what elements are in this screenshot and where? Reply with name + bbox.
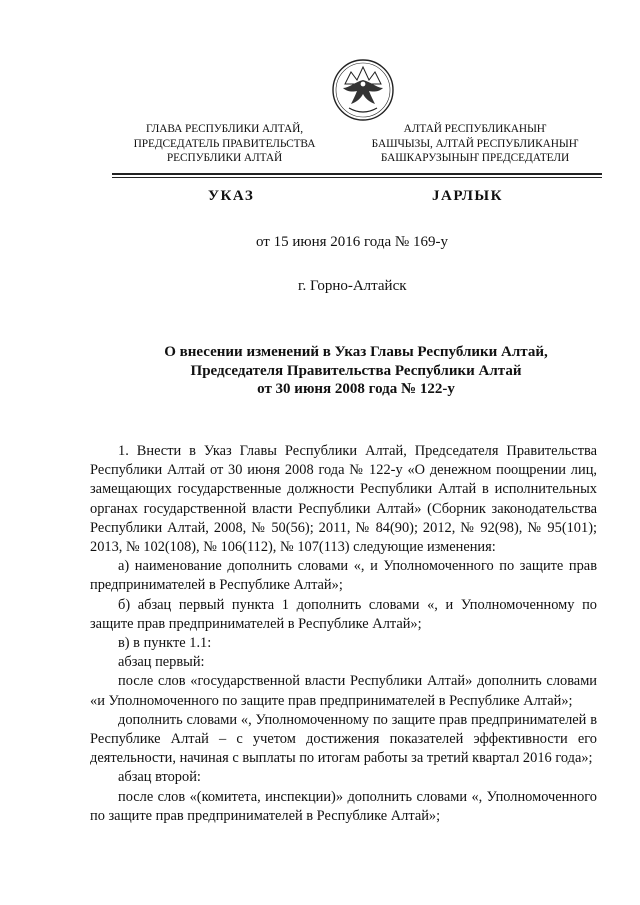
document-type-russian: УКАЗ <box>208 188 255 204</box>
header-divider-thin <box>112 177 602 178</box>
body-paragraph: после слов «государственной власти Республики Алтай» дополнить словами «и Уполномоченного по защите прав предпринимателей в Республике Алтай»; <box>90 673 597 709</box>
body-paragraph: после слов «(комитета, инспекции)» дополнить словами «, Уполномоченного по защите прав предпринимателей в Республике Алтай»; <box>90 788 597 824</box>
body-paragraph: абзац первый: <box>118 654 205 671</box>
body-paragraph: а) наименование дополнить словами «, и Уполномоченного по защите прав предпринимателей в Республике Алтай»; <box>90 558 597 594</box>
issuer-header-line: ГЛАВА РЕСПУБЛИКИ АЛТАЙ, <box>145 123 304 135</box>
issuer-header-russian <box>112 122 337 166</box>
decree-body <box>90 442 597 826</box>
issuer-header-line: БАШКАРУЗЫНЫҤ ПРЕДСЕДАТЕЛИ <box>380 152 570 164</box>
decree-date-number: от 15 июня 2016 года № 169-у <box>256 234 448 250</box>
subject-line: Председателя Правительства Республики Алтай <box>190 362 522 379</box>
issuer-header-line: БАШЧЫЗЫ, АЛТАЙ РЕСПУБЛИКАНЫҤ <box>371 137 579 150</box>
body-paragraph: в) в пункте 1.1: <box>118 635 212 652</box>
issuer-header-line: ПРЕДСЕДАТЕЛЬ ПРАВИТЕЛЬСТВА <box>133 137 316 150</box>
subject-line: О внесении изменений в Указ Главы Республики Алтай, <box>164 344 548 360</box>
document-type-altai: ЈАРЛЫК <box>432 188 504 204</box>
decree-subject <box>108 343 604 399</box>
body-paragraph: 1. Внести в Указ Главы Республики Алтай, Председателя Правительства Республики Алтай от 30 июня 2008 года № 122-у «О денежном поощрении лиц, замещающих государственные должности Республики Алтай в исполнительных органах государственной власти Республики Алтай» (Сборник законодательства Республики Алтай, 2008, № 50(56); 2011, № 84(90); 2012, № 92(98), № 95(101); 2013, № 102(108), № 106(112), № 107(113) следующие изменения: <box>90 443 597 556</box>
header-divider-thick <box>112 173 602 175</box>
issuer-header-line: РЕСПУБЛИКИ АЛТАЙ <box>166 152 283 164</box>
decree-city: г. Горно-Алтайск <box>298 278 407 294</box>
republic-of-altai-emblem-icon <box>331 58 395 122</box>
body-paragraph: б) абзац первый пункта 1 дополнить словами «, и Уполномоченному по защите прав предпринимателей в Республике Алтай»; <box>90 596 597 632</box>
issuer-header-altai <box>350 122 600 166</box>
body-paragraph: абзац второй: <box>118 769 201 786</box>
issuer-header-line: АЛТАЙ РЕСПУБЛИКАНЫҤ <box>403 123 547 135</box>
body-paragraph: дополнить словами «, Уполномоченному по защите прав предпринимателей в Республике Алтай – с учетом достижения показателей эффективности его деятельности, начиная с выплаты по итогам работы за третий квартал 2016 года»; <box>90 711 597 767</box>
subject-line: от 30 июня 2008 года № 122-у <box>257 381 455 398</box>
